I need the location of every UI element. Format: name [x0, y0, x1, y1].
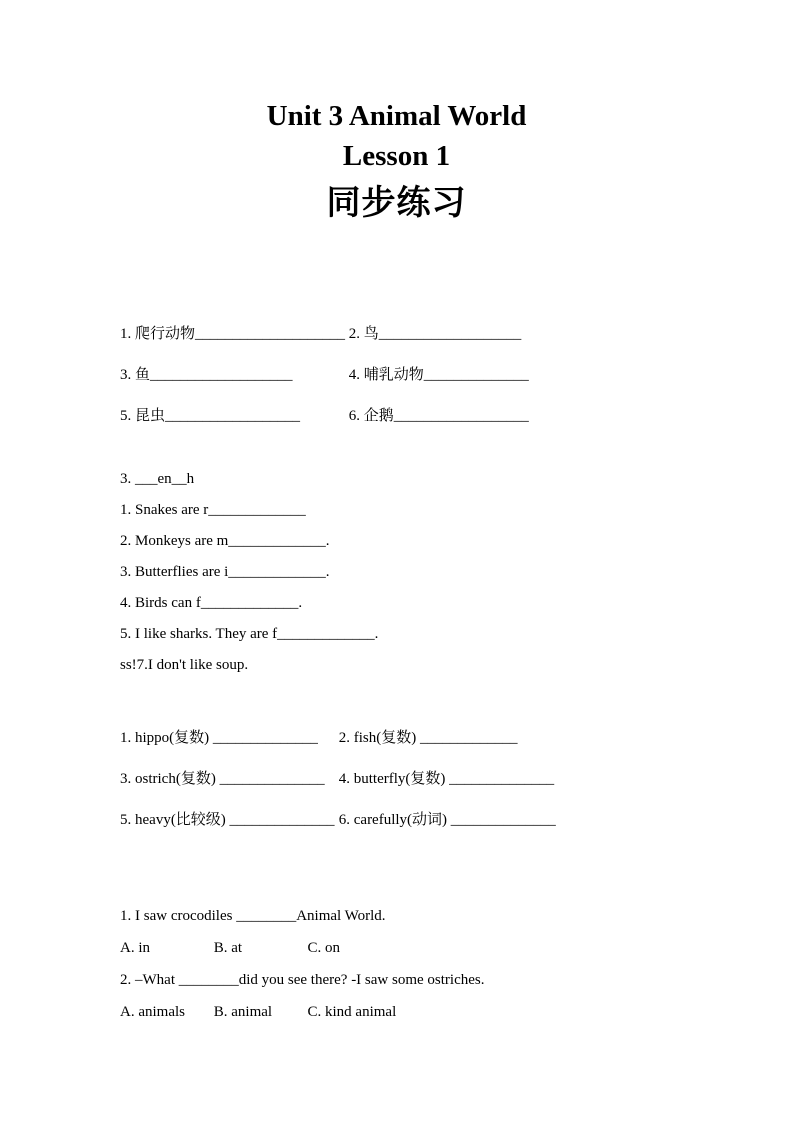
word-forms-section — [120, 718, 733, 841]
title-subtitle-chinese: 同步练习 — [326, 183, 467, 223]
vocab-row — [120, 314, 733, 355]
title-block — [0, 96, 793, 230]
sentence-line: 4. Birds can f_____________. — [120, 595, 303, 611]
sentence-completion-section — [120, 464, 733, 681]
sentence-line: 2. Monkeys are m_____________. — [120, 533, 330, 549]
wordform-item-carefully: 6. carefully(动词) ______________ — [338, 812, 556, 828]
title-lesson: Lesson 1 — [342, 140, 451, 172]
wordform-item-ostrich: 3. ostrich(复数) ______________ — [120, 771, 325, 787]
wordform-item-fish: 2. fish(复数) _____________ — [338, 730, 518, 746]
vocab-item-penguin: 6. 企鹅__________________ — [348, 408, 529, 424]
vocab-item-fish: 3. 鱼___________________ — [120, 367, 293, 383]
option-b: B. at — [213, 940, 243, 956]
wordform-row — [120, 800, 733, 841]
wordform-item-hippo: 1. hippo(复数) ______________ — [120, 730, 318, 746]
question-2: 2. –What ________did you see there? -I saw some ostriches. — [120, 972, 485, 988]
wordform-row — [120, 718, 733, 759]
option-c: C. on — [307, 940, 341, 956]
sentence-line: 1. Snakes are r_____________ — [120, 502, 306, 518]
wordform-item-heavy: 5. heavy(比较级) ______________ — [120, 812, 335, 828]
vocab-item-mammal: 4. 哺乳动物______________ — [348, 367, 529, 383]
question-1-options — [120, 932, 733, 964]
question-2-options — [120, 996, 733, 1028]
vocab-row — [120, 396, 733, 437]
option-a: A. in — [120, 940, 150, 956]
wordform-item-butterfly: 4. butterfly(复数) ______________ — [338, 771, 555, 787]
sentence-line: ss!7.I don't like soup. — [120, 657, 249, 673]
sentence-line: 3. Butterflies are i_____________. — [120, 564, 330, 580]
option-b: B. animal — [213, 1004, 273, 1020]
vocab-item-insect: 5. 昆虫__________________ — [120, 408, 301, 424]
vocab-row — [120, 355, 733, 396]
wordform-row — [120, 759, 733, 800]
question-1: 1. I saw crocodiles ________Animal World. — [120, 908, 386, 924]
vocabulary-section — [120, 314, 733, 437]
vocab-item-bird: 2. 鸟___________________ — [348, 326, 522, 342]
title-unit: Unit 3 Animal World — [266, 100, 527, 132]
spelling-header: 3. ___en__h — [120, 471, 195, 487]
sentence-line: 5. I like sharks. They are f_____________. — [120, 626, 379, 642]
option-c: C. kind animal — [307, 1004, 397, 1020]
option-a: A. animals — [120, 1004, 185, 1020]
multiple-choice-section — [120, 900, 733, 1028]
vocab-item-reptile: 1. 爬行动物____________________ — [120, 326, 346, 342]
